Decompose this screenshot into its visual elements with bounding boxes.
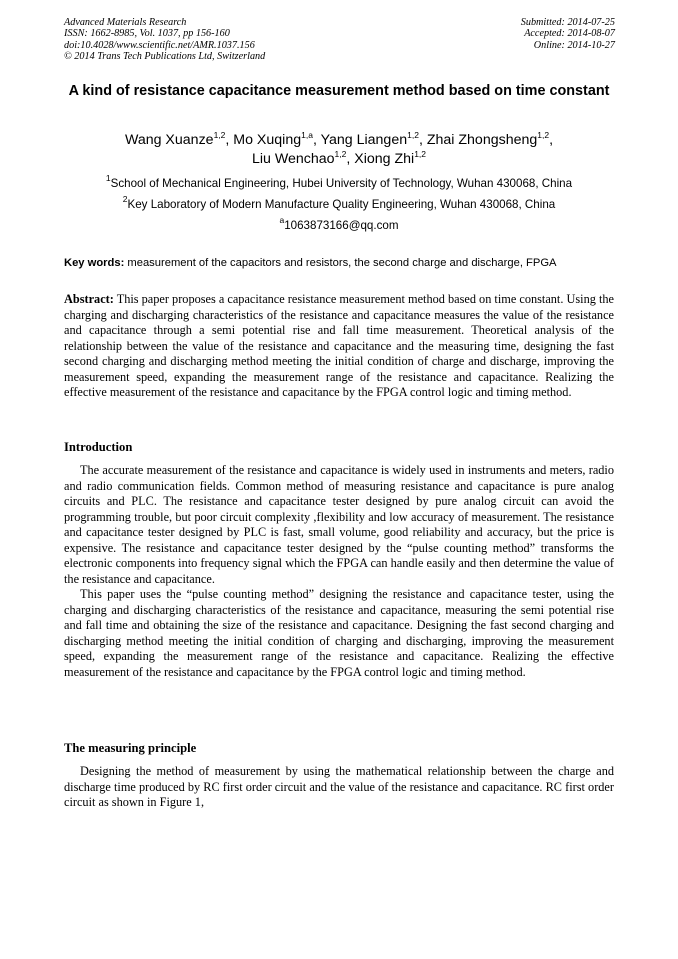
- submission-dates: [521, 17, 615, 51]
- author-email: $^a$1063873166@qq.com: [279, 215, 399, 232]
- journal-doi: doi:10.4028/www.scientific.net/AMR.1037.156: [64, 39, 255, 51]
- section-heading-measuring-principle: The measuring principle: [64, 741, 197, 755]
- paper-title: A kind of resistance capacitance measurement method based on time constant: [68, 83, 610, 99]
- affiliation-2: $^2$Key Laboratory of Modern Manufacture Quality Engineering, Wuhan 430068, China: [122, 194, 556, 211]
- section-heading-introduction: Introduction: [64, 440, 133, 454]
- measuring-principle-section: [64, 764, 614, 811]
- journal-info: [64, 17, 265, 62]
- abstract: [64, 292, 614, 401]
- author: Wang Xuanze$^{1,2}$,: [124, 130, 234, 148]
- introduction-section: [64, 463, 614, 680]
- online-date: Online: 2014-10-27: [533, 39, 615, 51]
- journal-issn: ISSN: 1662-8985, Vol. 1037, pp 156-160: [64, 28, 230, 40]
- paragraph: This paper uses the “pulse counting method” designing the resistance and capacitance tester, using the charging and discharging characteristics of the resistance and capacitance, measuring the semi potential rise and fall time and obtaining the size of the resistance and capacitance. Designing the fast second charging and discharging method meeting the initial condition of charging and discharging, improving the measurement speed, expanding the measurement range of the resistance and capacitance. Realizing the effective measurement of the resistance and capacitance by the FPGA control logic and timing method.: [64, 587, 614, 679]
- keywords: [64, 256, 614, 270]
- author: Liu Wenchao$^{1,2}$,: [251, 149, 355, 167]
- abstract-label: Abstract:: [64, 292, 114, 306]
- journal-name: Advanced Materials Research: [64, 17, 187, 28]
- journal-copyright: © 2014 Trans Tech Publications Ltd, Switzerland: [64, 50, 266, 62]
- author: Yang Liangen$^{1,2}$,: [320, 130, 427, 148]
- author: Xiong Zhi$^{1,2}$: [354, 149, 427, 167]
- abstract-text: This paper proposes a capacitance resistance measurement method based on time constant. Using the charging and discharging characteristics of the resistance and capacitance measures the value of the resistance and capacitance through a semi potential rise and fall time measurement. Theoretical analysis of the relationship between the value of the resistance and capacitance and the measuring time, designing the fast second charging and discharging method meeting the initial condition of charge and discharge, improving the measurement speed, expanding the measurement range of the resistance and capacitance. Realizing the effective measurement of the resistance and capacitance by the FPGA control logic and timing method.: [64, 292, 614, 399]
- keywords-text: measurement of the capacitors and resistors, the second charge and discharge, FPGA: [124, 257, 557, 269]
- keywords-label: Key words:: [64, 257, 125, 269]
- affiliation-1: $^1$School of Mechanical Engineering, Hubei University of Technology, Wuhan 430068, China: [105, 173, 573, 190]
- accepted-date: Accepted: 2014-08-07: [524, 28, 615, 40]
- author: Zhai Zhongsheng$^{1,2}$,: [426, 130, 554, 148]
- paragraph: The accurate measurement of the resistance and capacitance is widely used in instruments and meters, radio and radio communication fields. Common method of measuring resistance and capacitance is pure analog circuits and PLC. The resistance and capacitance tester designed by pure analog circuit can avoid the programming trouble, but poor circuit complexity ,flexibility and low accuracy of measurement. The resistance and capacitance tester designed by PLC is fast, small volume, good reliability and accuracy, but the price is expensive. The resistance and capacitance tester designed by the “pulse counting method” transforms the electronic components into frequency signal which the FPGA can handle easily and then determine the value of the resistance and capacitance.: [64, 463, 614, 586]
- paragraph: Designing the method of measurement by using the mathematical relationship between the charge and discharge time produced by RC first order circuit and the value of the resistance and capacitance. RC first order circuit as shown in Figure 1,: [64, 764, 614, 809]
- author-list: [64, 131, 614, 169]
- submitted-date: Submitted: 2014-07-25: [520, 17, 615, 28]
- author: Mo Xuqing$^{1,a}$,: [233, 130, 321, 148]
